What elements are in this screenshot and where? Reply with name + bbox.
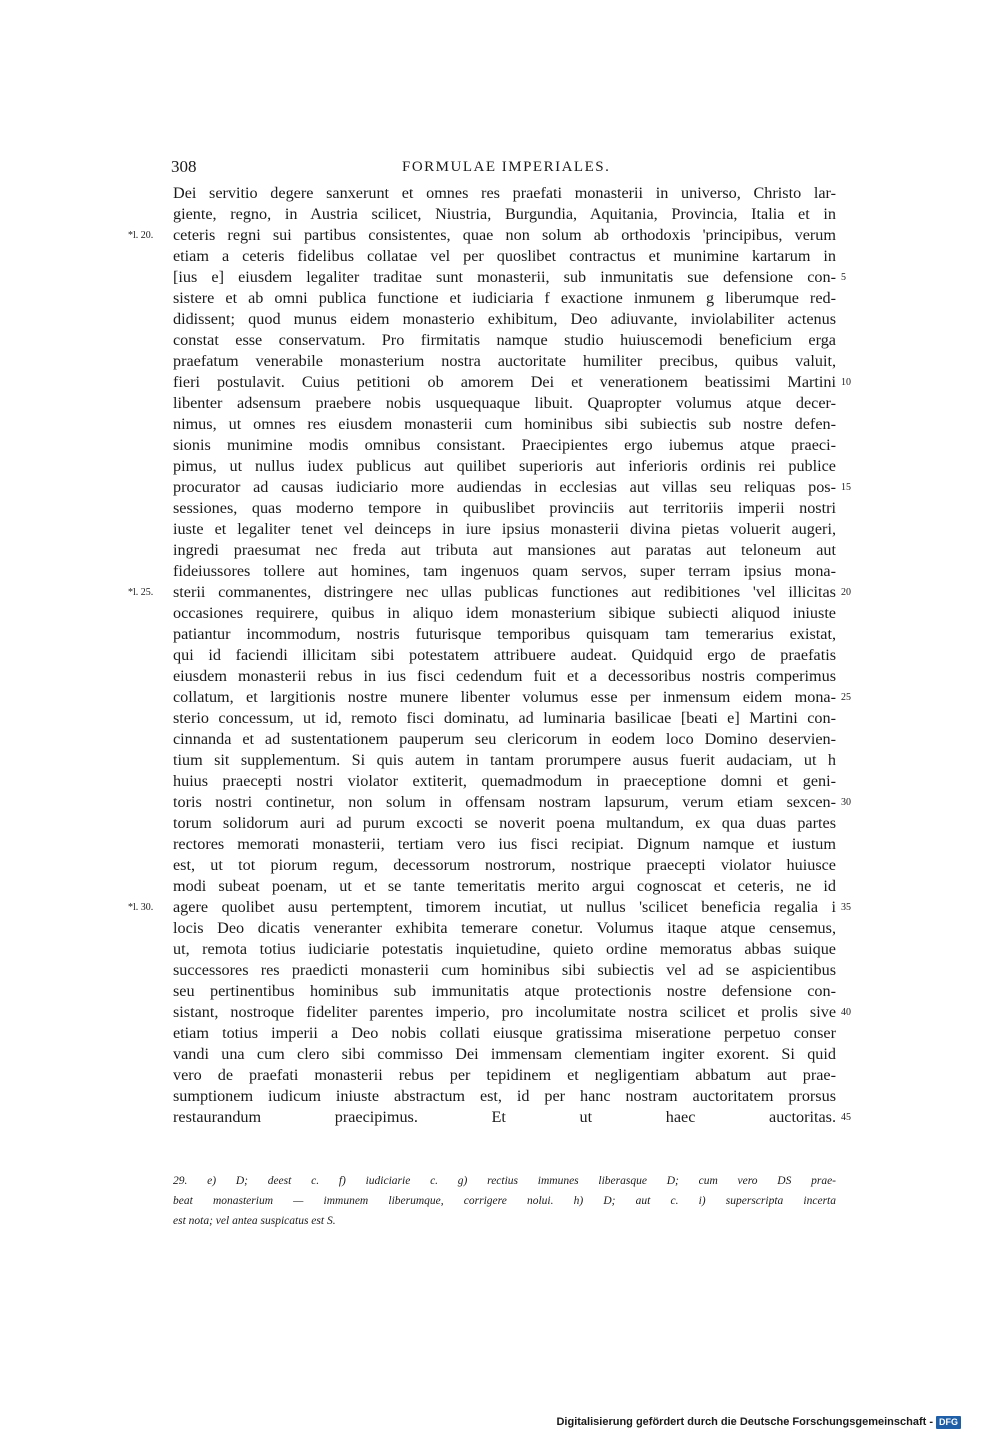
text-line: ceteris regni sui partibus consistentes, quae non solum ab orthodoxis 'principibus, verum: [173, 226, 836, 244]
text-line: locis Deo dicatis veneranter exhibita temerare conetur. Volumus itaque atque censemus,: [173, 919, 836, 937]
text-line: occasiones requirere, quibus in aliquo idem monasterium sibique subiecti aliquod iniuste: [173, 604, 836, 622]
text-line: cinnanda et ad sustentationem pauperum seu clericorum in eodem loco Domino deservien-: [173, 730, 836, 748]
text-line: praefatum venerabile monasterium nostra auctoritate humiliter precibus, quibus valuit,: [173, 352, 836, 370]
footnote-line: 29. e) D; deest c. f) iudiciarie c. g) rectius immunes liberasque D; cum vero DS prae-: [173, 1175, 836, 1187]
footer-credit: [556, 1415, 961, 1430]
text-line: agere quolibet ausu pertemptent, timorem incutiat, ut nullus 'scilicet beneficia regalia i: [173, 898, 836, 916]
text-line: fieri postulavit. Cuius petitioni ob amorem Dei et venerationem beatissimi Martini: [173, 373, 836, 391]
line-number: 5: [841, 272, 846, 283]
text-line: ut, remota totius iudiciarie potestatis inquietudine, quieto ordine memoratus abbas suique: [173, 940, 836, 958]
line-number: 45: [841, 1112, 851, 1123]
text-line: ingredi praesumat nec freda aut tributa aut mansiones aut paratas aut teloneum aut: [173, 541, 836, 559]
footer-credit-text: Digitalisierung gefördert durch die Deutsche Forschungsgemeinschaft -: [556, 1416, 933, 1428]
text-line: didissent; quod munus eidem monasterio exhibitum, Deo adiuvante, inviolabiliter actenus: [173, 310, 836, 328]
line-number: 15: [841, 482, 851, 493]
text-line: [ius e] eiusdem legaliter traditae sunt monasterii, sub inmunitatis sue defensione con-: [173, 268, 836, 286]
text-line: sistere et ab omni publica functione et iudiciaria f exactione inmunem g liberumque red-: [173, 289, 836, 307]
text-line: sionis munimine modis omnibus consistant. Praecipientes ergo iubemus atque praeci-: [173, 436, 836, 454]
text-line: qui id faciendi illicitam sibi potestatem attribuere audeat. Quidquid ergo de praefatis: [173, 646, 836, 664]
page-number: 308: [171, 157, 197, 176]
text-line: Dei servitio degere sanxerunt et omnes res praefati monasterii in universo, Christo lar-: [173, 184, 836, 202]
text-line: seu pertinentibus hominibus sub immunitatis atque protectionis nostre defensione con-: [173, 982, 836, 1000]
text-line: giente, regno, in Austria scilicet, Niustria, Burgundia, Aquitania, Provincia, Italia et in: [173, 205, 836, 223]
text-line: libenter adsensum praebere nobis usquequaque libuit. Quapropter volumus atque decer-: [173, 394, 836, 412]
line-number: 40: [841, 1007, 851, 1018]
text-line: constat esse conservatum. Pro firmitatis namque studio huiuscemodi beneficium erga: [173, 331, 836, 349]
text-line: toris nostri continetur, non solum in offensam nostram lapsurum, verum etiam sexcen-: [173, 793, 836, 811]
text-line: pimus, ut nullus iudex publicus aut quilibet superioris aut inferioris ordinis rei publice: [173, 457, 836, 475]
text-line: tium sit supplementum. Si quis autem in tantam prorumpere ausus fuerit audaciam, ut h: [173, 751, 836, 769]
text-line: etiam totius imperii a Deo nobis collati eiusque gratissima miseratione perpetuo conser: [173, 1024, 836, 1042]
text-line: restaurandum praecipimus. Et ut haec auctoritas.: [173, 1108, 836, 1126]
text-line: huius praecepti nostri violator extiterit, quemadmodum in praeceptione domni et geni-: [173, 772, 836, 790]
footnote-line: est nota; vel antea suspicatus est S.: [173, 1215, 336, 1227]
footnote-line: beat monasterium — immunem liberumque, corrigere nolui. h) D; aut c. i) superscripta incerta: [173, 1195, 836, 1207]
text-line: vandi una cum clero sibi commisso Dei immensam clementiam ingiter exorent. Si quid: [173, 1045, 836, 1063]
text-line: patiantur incommodum, nostris futurisque temporibus quisquam tam temerarius existat,: [173, 625, 836, 643]
text-line: procurator ad causas iudiciario more audiendas in ecclesias aut villas seu reliquas pos-: [173, 478, 836, 496]
text-line: eiusdem monasterii rebus in ius fisci cedendum fuit et a decessoribus nostris comperimus: [173, 667, 836, 685]
text-line: sessiones, quas moderno tempore in quibuslibet provinciis aut territoriis imperii nostri: [173, 499, 836, 517]
text-line: successores res praedicti monasterii cum hominibus sibi subiectis vel ad se aspicientibus: [173, 961, 836, 979]
line-number: 35: [841, 902, 851, 913]
text-line: torum solidorum auri ad purum excocti se noverit poena multandum, ex qua duas partes: [173, 814, 836, 832]
line-number: 20: [841, 587, 851, 598]
line-number: 30: [841, 797, 851, 808]
text-line: vero de praefati monasterii rebus per tepidinem et negligentiam abbatum aut prae-: [173, 1066, 836, 1084]
margin-reference: *l. 30.: [128, 902, 154, 913]
text-line: sterio concessum, ut id, remoto fisci dominatu, ad luminaria basilicae [beati e] Martini con-: [173, 709, 836, 727]
text-line: sterii commanentes, distringere nec ullas publicas functiones aut redibitiones 'vel illicitas: [173, 583, 836, 601]
text-line: [173, 1128, 836, 1149]
text-line: sistant, nostroque fideliter parentes imperio, pro incolumitate nostra scilicet et prolis sive: [173, 1003, 836, 1021]
text-line: iuste et legaliter tenet vel deinceps in iure ipsius monasterii divina pietas voluerit augeri,: [173, 520, 836, 538]
text-line: sumptionem iudicum iniuste abstractum est, id per hanc nostram auctoritatem prorsus: [173, 1087, 836, 1105]
text-line: nimus, ut omnes res eiusdem monasterii cum hominibus sibi subiectis sub nostre defen-: [173, 415, 836, 433]
margin-reference: *l. 20.: [128, 230, 154, 241]
footnotes: [173, 1171, 836, 1231]
margin-reference: *l. 25.: [128, 587, 154, 598]
dfg-logo: DFG: [936, 1416, 961, 1429]
text-line: collatum, et largitionis nostre munere libenter volumus esse per inmensum eidem mona-: [173, 688, 836, 706]
text-line: etiam a ceteris fidelibus collatae vel per quoslibet contractus et munimine kartarum in: [173, 247, 836, 265]
text-line: fideiussores tollere aut homines, tam ingenuos quam servos, super terram ipsius mona-: [173, 562, 836, 580]
running-head: FORMULAE IMPERIALES.: [402, 159, 611, 175]
text-line: rectores memorati monasterii, tertiam vero ius fisci recipiat. Dignum namque et iustum: [173, 835, 836, 853]
line-number: 10: [841, 377, 851, 388]
text-line: modi subeat poenam, ut et se tante temeritatis merito argui cognoscat et ceteris, ne id: [173, 877, 836, 895]
line-number: 25: [841, 692, 851, 703]
text-line: est, ut tot piorum regum, decessorum nostrorum, nostrique praecepti violator huiusce: [173, 856, 836, 874]
